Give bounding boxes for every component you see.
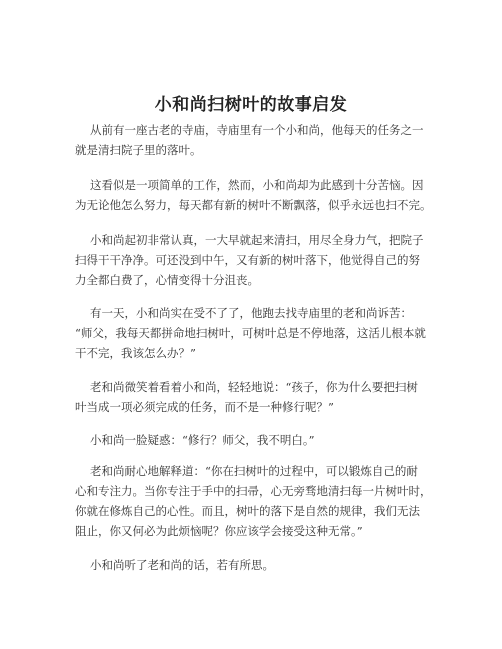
paragraph-line: 扫得干干净净。可还没到中午，又有新的树叶落下，他觉得自己的努 bbox=[75, 253, 420, 267]
paragraph-line: 为无论他怎么努力，每天都有新的树叶不断飘落，似乎永远也扫不完。 bbox=[75, 198, 432, 212]
paragraph-line: 叶当成一项必须完成的任务，而不是一种修行呢？” bbox=[75, 400, 334, 414]
paragraph-line: 这看似是一项简单的工作，然而，小和尚却为此感到十分苦恼。因 bbox=[90, 178, 424, 192]
paragraph-line: 力全都白费了，心情变得十分沮丧。 bbox=[75, 273, 259, 287]
paragraph-1 bbox=[75, 120, 445, 160]
paragraph-5 bbox=[75, 377, 445, 417]
paragraph-line: 从前有一座古老的寺庙，寺庙里有一个小和尚，他每天的任务之一 bbox=[90, 123, 424, 137]
paragraph-line: 老和尚微笑着看着小和尚，轻轻地说：“孩子，你为什么要把扫树 bbox=[90, 380, 418, 394]
paragraph-line: 小和尚听了老和尚的话，若有所思。 bbox=[90, 558, 274, 572]
paragraph-line: 心和专注力。当你专注于手中的扫帚，心无旁骛地清扫每一片树叶时， bbox=[75, 484, 432, 498]
paragraph-line: 阻止，你又何必为此烦恼呢？你应该学会接受这种无常。” bbox=[75, 524, 363, 538]
paragraph-8 bbox=[75, 555, 445, 575]
paragraph-line: “师父，我每天都拼命地扫树叶，可树叶总是不停地落，这活儿根本就 bbox=[75, 326, 426, 340]
paragraph-line: 小和尚一脸疑惑：“修行？师父，我不明白。” bbox=[90, 433, 315, 447]
paragraph-2 bbox=[75, 175, 445, 215]
paragraph-line: 你就在修炼自己的心性。而且，树叶的落下是自然的规律，我们无法 bbox=[75, 504, 420, 518]
paragraph-4 bbox=[75, 303, 445, 363]
paragraph-line: 就是清扫院子里的落叶。 bbox=[75, 143, 202, 157]
paragraph-line: 小和尚起初非常认真，一大早就起来清扫，用尽全身力气，把院子 bbox=[90, 233, 424, 247]
paragraph-line: 干不完，我该怎么办？” bbox=[75, 346, 196, 360]
paragraph-line: 老和尚耐心地解释道：“你在扫树叶的过程中，可以锻炼自己的耐 bbox=[90, 464, 418, 478]
paragraph-3 bbox=[75, 230, 445, 290]
paragraph-6 bbox=[75, 430, 445, 450]
paragraph-line: 有一天，小和尚实在受不了了，他跑去找寺庙里的老和尚诉苦： bbox=[90, 306, 412, 320]
document-title: 小和尚扫树叶的故事启发 bbox=[154, 95, 348, 115]
paragraph-7 bbox=[75, 461, 445, 541]
